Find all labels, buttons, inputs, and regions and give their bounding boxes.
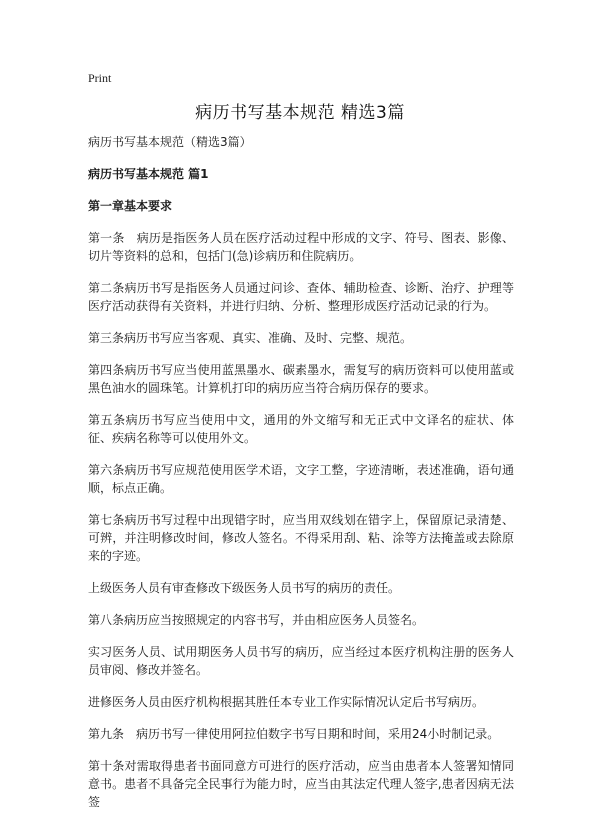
- paragraph: 第九条 病历书写一律使用阿拉伯数字书写日期和时间，采用24小时制记录。: [88, 727, 500, 741]
- document-title: 病历书写基本规范 精选3篇: [195, 103, 405, 123]
- paragraph: 第二条病历书写是指医务人员通过问诊、查体、辅助检查、诊断、治疗、护理等医疗活动获得有关资料，并进行归纳、分析、整理形成医疗活动记录的行为。: [88, 281, 514, 313]
- paragraph: 第八条病历应当按照规定的内容书写，并由相应医务人员签名。: [88, 613, 425, 627]
- document-subtitle: 病历书写基本规范（精选3篇）: [88, 135, 252, 149]
- paragraph: 第六条病历书写应规范使用医学术语，文字工整，字迹清晰，表述准确，语句通顺，标点正确。: [88, 463, 514, 495]
- print-link[interactable]: Print: [88, 71, 112, 85]
- paragraph: 第四条病历书写应当使用蓝黑墨水、碳素墨水，需复写的病历资料可以使用蓝或黑色油水的圆珠笔。计算机打印的病历应当符合病历保存的要求。: [88, 363, 514, 395]
- paragraph: 第三条病历书写应当客观、真实、准确、及时、完整、规范。: [88, 331, 413, 345]
- section-heading: 病历书写基本规范 篇1: [88, 167, 209, 181]
- paragraph: 第十条对需取得患者书面同意方可进行的医疗活动，应当由患者本人签署知情同意书。患者不具备完全民事行为能力时，应当由其法定代理人签字,患者因病无法签: [88, 759, 514, 809]
- paragraph: 上级医务人员有审查修改下级医务人员书写的病历的责任。: [88, 581, 401, 595]
- paragraph: 进修医务人员由医疗机构根据其胜任本专业工作实际情况认定后书写病历。: [88, 695, 485, 709]
- paragraph: 第一条 病历是指医务人员在医疗活动过程中形成的文字、符号、图表、影像、切片等资料的总和，包括门(急)诊病历和住院病历。: [88, 231, 514, 263]
- paragraph: 实习医务人员、试用期医务人员书写的病历，应当经过本医疗机构注册的医务人员审阅、修改并签名。: [88, 645, 514, 677]
- paragraph: 第五条病历书写应当使用中文，通用的外文缩写和无正式中文译名的症状、体征、疾病名称等可以使用外文。: [88, 413, 514, 445]
- chapter-heading: 第一章基本要求: [88, 199, 173, 213]
- document-body: [88, 133, 514, 825]
- paragraph: 第七条病历书写过程中出现错字时，应当用双线划在错字上，保留原记录清楚、可辨，并注明修改时间，修改人签名。不得采用刮、粘、涂等方法掩盖或去除原来的字迹。: [88, 513, 514, 563]
